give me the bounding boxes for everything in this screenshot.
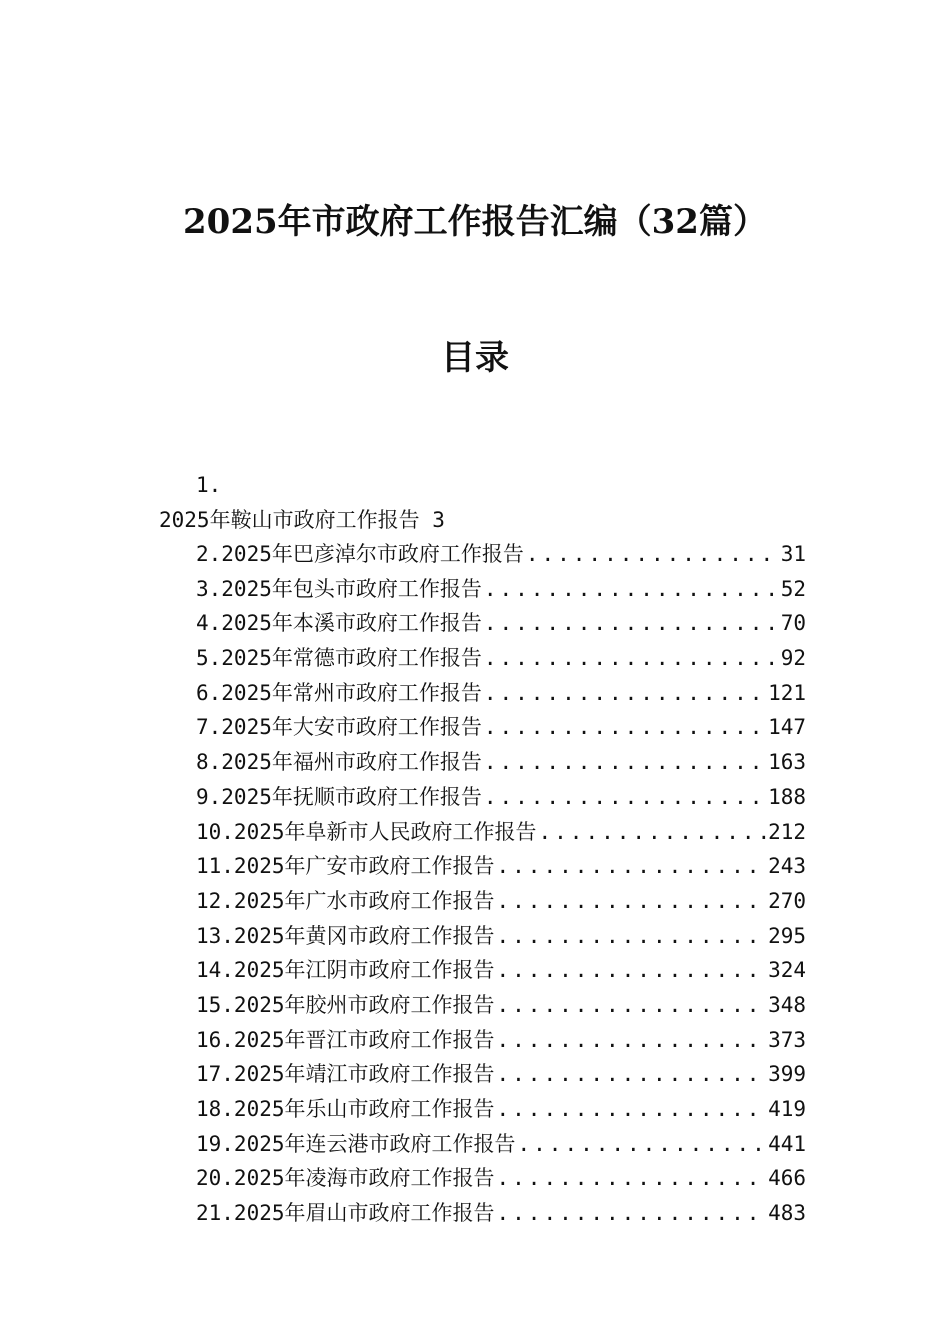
toc-dot-leader <box>497 1196 767 1231</box>
toc-page-number: 466 <box>768 1166 806 1191</box>
toc-dot-leader <box>497 884 767 919</box>
toc-page-number: 147 <box>768 715 806 740</box>
toc-entry-label: 7.2025年大安市政府工作报告 <box>196 715 482 740</box>
toc-page-number: 243 <box>768 854 806 879</box>
toc-entry[interactable] <box>196 1092 806 1127</box>
toc-entry-label: 14.2025年江阴市政府工作报告 <box>196 958 495 983</box>
toc-page-number: 295 <box>768 923 806 948</box>
toc-entry[interactable] <box>196 745 806 780</box>
toc-page-number: 31 <box>780 542 806 566</box>
toc-entry-label: 8.2025年福州市政府工作报告 <box>196 750 482 775</box>
toc-entry-label: 15.2025年胶州市政府工作报告 <box>196 992 495 1017</box>
toc-entry[interactable] <box>196 572 806 607</box>
toc-entry[interactable] <box>196 849 806 884</box>
toc-entry-1-number[interactable]: 1. <box>196 473 222 497</box>
toc-page-number: 70 <box>780 611 806 636</box>
toc-dot-leader <box>484 676 766 711</box>
toc-page-number: 373 <box>768 1027 806 1052</box>
toc-page-number: 399 <box>768 1062 806 1087</box>
toc-page-number: 188 <box>768 784 806 809</box>
toc-entry[interactable] <box>196 988 806 1023</box>
toc-entry[interactable] <box>196 1057 806 1092</box>
toc-entry[interactable] <box>196 953 806 988</box>
toc-entry[interactable] <box>196 1196 806 1231</box>
toc-dot-leader <box>497 1161 767 1196</box>
toc-entry-label: 4.2025年本溪市政府工作报告 <box>196 611 482 636</box>
toc-entry-label: 12.2025年广水市政府工作报告 <box>196 888 495 913</box>
toc-page-number: 92 <box>780 646 806 671</box>
toc-dot-leader <box>518 1127 767 1162</box>
toc-entry-label: 19.2025年连云港市政府工作报告 <box>196 1131 516 1156</box>
toc-entry[interactable] <box>196 1023 806 1058</box>
toc-entry[interactable] <box>196 780 806 815</box>
toc-dot-leader <box>497 988 767 1023</box>
toc-entry[interactable] <box>196 641 806 676</box>
toc-entry-label: 3.2025年包头市政府工作报告 <box>196 576 482 601</box>
toc-entry-label: 11.2025年广安市政府工作报告 <box>196 854 495 879</box>
toc-dot-leader <box>484 780 766 815</box>
table-of-contents <box>196 537 806 1231</box>
toc-entry-label: 10.2025年阜新市人民政府工作报告 <box>196 819 537 844</box>
toc-entry-label: 21.2025年眉山市政府工作报告 <box>196 1201 495 1226</box>
toc-dot-leader <box>497 919 767 954</box>
toc-entry-label: 13.2025年黄冈市政府工作报告 <box>196 923 495 948</box>
toc-entry[interactable] <box>196 537 806 572</box>
toc-dot-leader <box>484 710 766 745</box>
toc-dot-leader <box>497 1057 767 1092</box>
toc-entry-label: 2.2025年巴彦淖尔市政府工作报告 <box>196 542 524 566</box>
toc-page-number: 441 <box>768 1131 806 1156</box>
toc-entry[interactable] <box>196 1127 806 1162</box>
toc-entry-label: 5.2025年常德市政府工作报告 <box>196 646 482 671</box>
toc-entry-label: 6.2025年常州市政府工作报告 <box>196 680 482 705</box>
toc-dot-leader <box>526 537 779 572</box>
toc-page-number: 324 <box>768 958 806 983</box>
toc-page-number: 163 <box>768 750 806 775</box>
toc-dot-leader <box>484 606 779 641</box>
toc-entry-label: 17.2025年靖江市政府工作报告 <box>196 1062 495 1087</box>
toc-heading: 目录 <box>441 338 509 378</box>
toc-entry-label: 9.2025年抚顺市政府工作报告 <box>196 784 482 809</box>
toc-entry[interactable] <box>196 606 806 641</box>
toc-dot-leader <box>497 849 767 884</box>
toc-page-number: 348 <box>768 992 806 1017</box>
toc-entry-label: 16.2025年晋江市政府工作报告 <box>196 1027 495 1052</box>
toc-page-number: 121 <box>768 680 806 705</box>
toc-dot-leader <box>484 745 766 780</box>
toc-entry-label: 18.2025年乐山市政府工作报告 <box>196 1097 495 1121</box>
toc-entry[interactable] <box>196 884 806 919</box>
toc-entry[interactable] <box>196 710 806 745</box>
toc-page-number: 419 <box>768 1097 806 1121</box>
toc-dot-leader <box>497 1092 767 1127</box>
toc-page-number: 212 <box>768 819 806 844</box>
toc-dot-leader <box>497 953 767 988</box>
document-title: 2025年市政府工作报告汇编（32篇） <box>183 202 767 242</box>
toc-entry[interactable] <box>196 676 806 711</box>
toc-dot-leader <box>497 1023 767 1058</box>
toc-dot-leader <box>484 641 779 676</box>
toc-dot-leader <box>539 815 767 850</box>
toc-entry-1-text[interactable]: 2025年鞍山市政府工作报告 3 <box>159 508 445 532</box>
toc-entry[interactable] <box>196 919 806 954</box>
toc-page-number: 52 <box>780 576 806 601</box>
toc-entry[interactable] <box>196 815 806 850</box>
toc-entry[interactable] <box>196 1161 806 1196</box>
toc-page-number: 270 <box>768 888 806 913</box>
toc-dot-leader <box>484 572 779 607</box>
toc-entry-label: 20.2025年凌海市政府工作报告 <box>196 1166 495 1191</box>
toc-page-number: 483 <box>768 1201 806 1226</box>
